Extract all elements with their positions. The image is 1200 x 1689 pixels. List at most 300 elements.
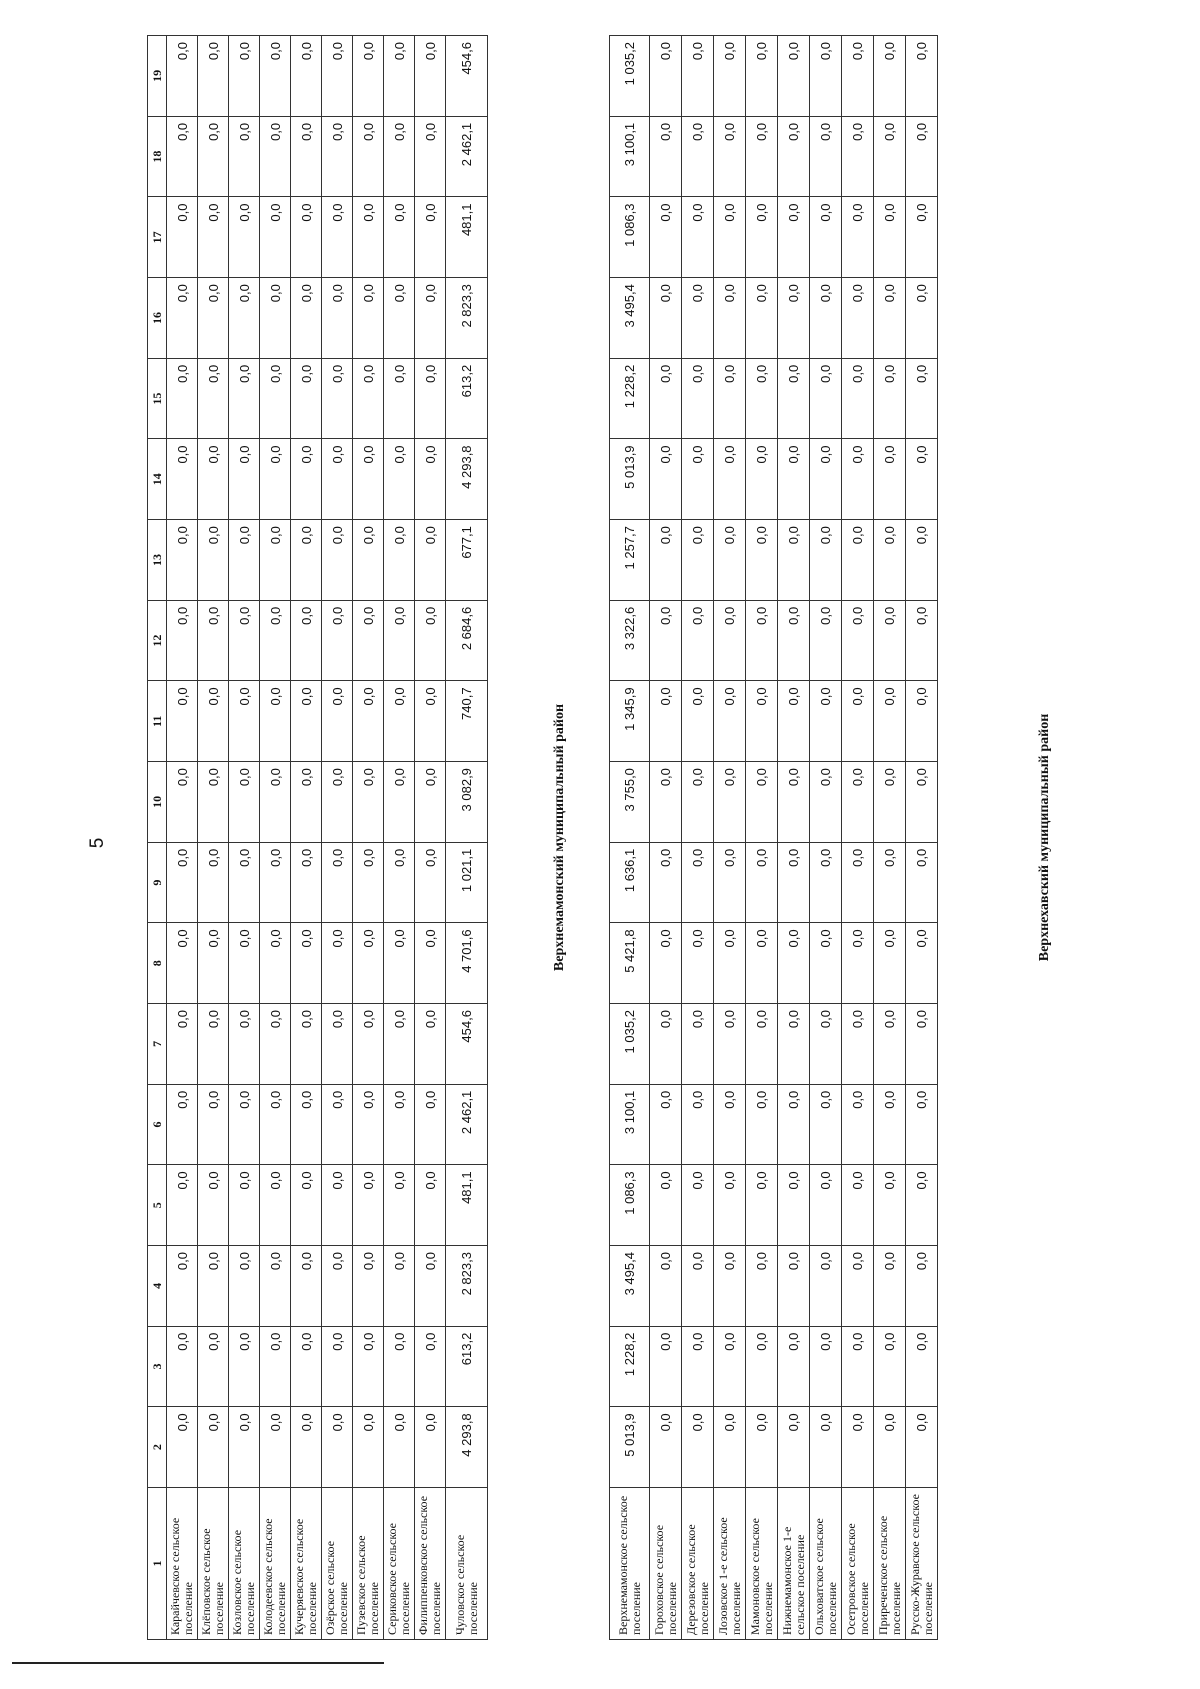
value-cell: 0,0 (322, 439, 353, 520)
value-cell: 0,0 (682, 1084, 714, 1165)
value-cell: 0,0 (384, 1004, 415, 1085)
column-header: 6 (148, 1084, 167, 1165)
value-cell: 0,0 (682, 923, 714, 1004)
value-cell: 0,0 (415, 278, 446, 359)
value-cell: 0,0 (384, 36, 415, 117)
value-cell: 0,0 (778, 36, 810, 117)
value-cell: 0,0 (842, 1084, 874, 1165)
value-cell: 0,0 (384, 681, 415, 762)
table-row (384, 36, 415, 1640)
value-cell: 0,0 (384, 842, 415, 923)
column-header: 15 (148, 358, 167, 439)
value-cell: 0,0 (415, 197, 446, 278)
value-cell: 0,0 (260, 520, 291, 601)
value-cell: 0,0 (906, 116, 938, 197)
value-cell: 0,0 (778, 762, 810, 843)
value-cell: 740,7 (446, 681, 488, 762)
value-cell: 0,0 (906, 600, 938, 681)
value-cell: 4 293,8 (446, 439, 488, 520)
value-cell: 0,0 (229, 762, 260, 843)
value-cell: 0,0 (291, 197, 322, 278)
value-cell: 1 086,3 (610, 197, 650, 278)
value-cell: 0,0 (810, 1165, 842, 1246)
value-cell: 0,0 (167, 600, 198, 681)
value-cell: 0,0 (650, 1084, 682, 1165)
column-header: 10 (148, 762, 167, 843)
value-cell: 0,0 (746, 762, 778, 843)
value-cell: 0,0 (353, 520, 384, 601)
value-cell: 0,0 (714, 923, 746, 1004)
value-cell: 0,0 (650, 197, 682, 278)
value-cell: 0,0 (906, 439, 938, 520)
value-cell: 0,0 (650, 1326, 682, 1407)
value-cell: 0,0 (810, 600, 842, 681)
value-cell: 0,0 (810, 116, 842, 197)
value-cell: 0,0 (384, 197, 415, 278)
value-cell: 0,0 (322, 1246, 353, 1327)
value-cell: 0,0 (198, 1084, 229, 1165)
value-cell: 0,0 (842, 842, 874, 923)
value-cell: 0,0 (415, 1326, 446, 1407)
value-cell: 0,0 (906, 1165, 938, 1246)
value-cell: 0,0 (198, 923, 229, 1004)
value-cell: 0,0 (384, 1407, 415, 1488)
value-cell: 0,0 (322, 1165, 353, 1246)
district-heading-verkhnekhavsky: Верхнехавский муниципальный район (1037, 713, 1052, 962)
value-cell: 0,0 (198, 762, 229, 843)
settlement-name: Филиппенковское сельское поселение (415, 1488, 446, 1640)
value-cell: 0,0 (874, 1004, 906, 1085)
table-row (446, 36, 488, 1640)
column-header: 12 (148, 600, 167, 681)
value-cell: 0,0 (650, 842, 682, 923)
value-cell: 0,0 (167, 278, 198, 359)
value-cell: 0,0 (353, 1326, 384, 1407)
value-cell: 0,0 (746, 1326, 778, 1407)
value-cell: 0,0 (415, 1084, 446, 1165)
value-cell: 0,0 (415, 1004, 446, 1085)
value-cell: 0,0 (682, 1407, 714, 1488)
value-cell: 0,0 (260, 1084, 291, 1165)
value-cell: 0,0 (650, 358, 682, 439)
value-cell: 0,0 (874, 116, 906, 197)
value-cell: 0,0 (415, 681, 446, 762)
value-cell: 0,0 (167, 681, 198, 762)
value-cell: 0,0 (906, 197, 938, 278)
table-header-row (148, 36, 167, 1640)
value-cell: 613,2 (446, 1326, 488, 1407)
table-row (714, 36, 746, 1640)
settlement-name: Пузевское сельское поселение (353, 1488, 384, 1640)
table-row (291, 36, 322, 1640)
value-cell: 0,0 (353, 116, 384, 197)
value-cell: 0,0 (260, 1326, 291, 1407)
value-cell: 0,0 (778, 842, 810, 923)
value-cell: 0,0 (291, 1246, 322, 1327)
value-cell: 0,0 (906, 1084, 938, 1165)
value-cell: 0,0 (229, 1326, 260, 1407)
table-row (353, 36, 384, 1640)
value-cell: 0,0 (714, 762, 746, 843)
settlement-name: Сериковское сельское поселение (384, 1488, 415, 1640)
value-cell: 0,0 (746, 1407, 778, 1488)
value-cell: 0,0 (842, 762, 874, 843)
value-cell: 0,0 (260, 1246, 291, 1327)
settlement-name: Клёповское сельское поселение (198, 1488, 229, 1640)
settlement-name: Ольховатское сельское поселение (810, 1488, 842, 1640)
value-cell: 0,0 (260, 358, 291, 439)
value-cell: 481,1 (446, 197, 488, 278)
settlement-name: Нижнемамонское 1-е сельское поселение (778, 1488, 810, 1640)
value-cell: 1 257,7 (610, 520, 650, 601)
value-cell: 0,0 (322, 358, 353, 439)
value-cell: 0,0 (291, 842, 322, 923)
column-header: 11 (148, 681, 167, 762)
value-cell: 0,0 (198, 520, 229, 601)
value-cell: 0,0 (167, 762, 198, 843)
value-cell: 0,0 (384, 116, 415, 197)
value-cell: 0,0 (842, 36, 874, 117)
value-cell: 0,0 (291, 1165, 322, 1246)
table-row (650, 36, 682, 1640)
value-cell: 1 345,9 (610, 681, 650, 762)
value-cell: 0,0 (778, 600, 810, 681)
value-cell: 0,0 (229, 600, 260, 681)
data-table-1 (147, 35, 488, 1640)
value-cell: 0,0 (650, 36, 682, 117)
value-cell: 0,0 (906, 520, 938, 601)
value-cell: 0,0 (229, 520, 260, 601)
settlement-name: Козловское сельское поселение (229, 1488, 260, 1640)
value-cell: 0,0 (810, 681, 842, 762)
value-cell: 0,0 (167, 1004, 198, 1085)
value-cell: 0,0 (322, 278, 353, 359)
table-row (229, 36, 260, 1640)
value-cell: 0,0 (198, 116, 229, 197)
value-cell: 0,0 (714, 1326, 746, 1407)
table-row (322, 36, 353, 1640)
value-cell: 0,0 (650, 1407, 682, 1488)
value-cell: 0,0 (906, 358, 938, 439)
value-cell: 0,0 (353, 278, 384, 359)
value-cell: 0,0 (746, 358, 778, 439)
value-cell: 0,0 (714, 36, 746, 117)
value-cell: 0,0 (291, 681, 322, 762)
value-cell: 0,0 (322, 762, 353, 843)
table-row (778, 36, 810, 1640)
column-header: 14 (148, 439, 167, 520)
value-cell: 0,0 (810, 36, 842, 117)
value-cell: 0,0 (353, 1084, 384, 1165)
value-cell: 0,0 (415, 600, 446, 681)
value-cell: 0,0 (810, 278, 842, 359)
value-cell: 0,0 (874, 681, 906, 762)
value-cell: 0,0 (198, 1326, 229, 1407)
value-cell: 0,0 (353, 923, 384, 1004)
value-cell: 0,0 (810, 1246, 842, 1327)
value-cell: 0,0 (682, 681, 714, 762)
settlement-name: Чуловское сельское поселение (446, 1488, 488, 1640)
value-cell: 1 035,2 (610, 36, 650, 117)
value-cell: 0,0 (778, 358, 810, 439)
value-cell: 0,0 (415, 116, 446, 197)
data-table-2 (609, 35, 938, 1640)
value-cell: 0,0 (260, 439, 291, 520)
column-header: 17 (148, 197, 167, 278)
value-cell: 1 021,1 (446, 842, 488, 923)
table-row (610, 36, 650, 1640)
value-cell: 0,0 (874, 842, 906, 923)
value-cell: 0,0 (778, 1407, 810, 1488)
value-cell: 0,0 (229, 1246, 260, 1327)
value-cell: 0,0 (842, 278, 874, 359)
settlement-name: Гороховское сельское поселение (650, 1488, 682, 1640)
value-cell: 0,0 (714, 1084, 746, 1165)
value-cell: 0,0 (322, 1407, 353, 1488)
settlement-name: Осетровское сельское поселение (842, 1488, 874, 1640)
settlement-name: Кучеряевское сельское поселение (291, 1488, 322, 1640)
value-cell: 0,0 (746, 116, 778, 197)
value-cell: 677,1 (446, 520, 488, 601)
column-header: 4 (148, 1246, 167, 1327)
value-cell: 0,0 (778, 520, 810, 601)
value-cell: 0,0 (746, 1246, 778, 1327)
value-cell: 0,0 (682, 600, 714, 681)
settlement-name: Приреченское сельское поселение (874, 1488, 906, 1640)
value-cell: 0,0 (229, 358, 260, 439)
table-block-1 (147, 35, 547, 1640)
value-cell: 0,0 (682, 1165, 714, 1246)
value-cell: 3 322,6 (610, 600, 650, 681)
value-cell: 0,0 (291, 923, 322, 1004)
value-cell: 0,0 (260, 278, 291, 359)
value-cell: 0,0 (322, 600, 353, 681)
value-cell: 0,0 (291, 36, 322, 117)
value-cell: 0,0 (842, 600, 874, 681)
value-cell: 0,0 (260, 1004, 291, 1085)
value-cell: 0,0 (291, 439, 322, 520)
settlement-name: Озёрское сельское поселение (322, 1488, 353, 1640)
value-cell: 0,0 (778, 681, 810, 762)
table-row (198, 36, 229, 1640)
column-header: 7 (148, 1004, 167, 1085)
value-cell: 0,0 (291, 762, 322, 843)
value-cell: 0,0 (714, 600, 746, 681)
table-row (874, 36, 906, 1640)
value-cell: 0,0 (260, 681, 291, 762)
scan-edge-line (12, 1662, 384, 1664)
value-cell: 0,0 (322, 842, 353, 923)
table-row (906, 36, 938, 1640)
value-cell: 0,0 (810, 197, 842, 278)
value-cell: 0,0 (810, 1004, 842, 1085)
value-cell: 0,0 (682, 278, 714, 359)
value-cell: 0,0 (167, 1326, 198, 1407)
value-cell: 0,0 (167, 116, 198, 197)
value-cell: 0,0 (198, 439, 229, 520)
value-cell: 0,0 (384, 278, 415, 359)
value-cell: 0,0 (682, 1326, 714, 1407)
column-header: 8 (148, 923, 167, 1004)
value-cell: 0,0 (906, 278, 938, 359)
value-cell: 0,0 (322, 197, 353, 278)
value-cell: 0,0 (778, 1165, 810, 1246)
value-cell: 0,0 (842, 439, 874, 520)
value-cell: 0,0 (714, 197, 746, 278)
settlement-name: Колодеевское сельское поселение (260, 1488, 291, 1640)
value-cell: 0,0 (906, 762, 938, 843)
value-cell: 0,0 (874, 520, 906, 601)
value-cell: 0,0 (353, 358, 384, 439)
value-cell: 0,0 (260, 1165, 291, 1246)
value-cell: 0,0 (229, 116, 260, 197)
value-cell: 0,0 (746, 278, 778, 359)
value-cell: 0,0 (810, 1084, 842, 1165)
value-cell: 0,0 (384, 1084, 415, 1165)
value-cell: 0,0 (810, 1326, 842, 1407)
settlement-name: Дерезовское сельское поселение (682, 1488, 714, 1640)
value-cell: 0,0 (229, 439, 260, 520)
value-cell: 0,0 (746, 520, 778, 601)
value-cell: 0,0 (746, 1084, 778, 1165)
column-header: 18 (148, 116, 167, 197)
value-cell: 4 293,8 (446, 1407, 488, 1488)
value-cell: 5 013,9 (610, 439, 650, 520)
value-cell: 0,0 (650, 1004, 682, 1085)
value-cell: 0,0 (650, 1246, 682, 1327)
value-cell: 0,0 (353, 1407, 384, 1488)
value-cell: 0,0 (260, 116, 291, 197)
value-cell: 0,0 (874, 36, 906, 117)
value-cell: 0,0 (842, 116, 874, 197)
page-number: 5 (87, 837, 108, 849)
value-cell: 3 100,1 (610, 1084, 650, 1165)
value-cell: 0,0 (714, 439, 746, 520)
value-cell: 0,0 (322, 681, 353, 762)
value-cell: 0,0 (322, 923, 353, 1004)
column-header: 19 (148, 36, 167, 117)
value-cell: 481,1 (446, 1165, 488, 1246)
value-cell: 4 701,6 (446, 923, 488, 1004)
value-cell: 0,0 (322, 1326, 353, 1407)
value-cell: 0,0 (842, 197, 874, 278)
value-cell: 0,0 (746, 439, 778, 520)
district-heading-verkhnemamonsky: Верхнемамонский муниципальный район (552, 703, 567, 972)
value-cell: 0,0 (714, 1004, 746, 1085)
value-cell: 0,0 (810, 358, 842, 439)
value-cell: 0,0 (650, 439, 682, 520)
value-cell: 0,0 (167, 1407, 198, 1488)
value-cell: 1 636,1 (610, 842, 650, 923)
value-cell: 0,0 (415, 439, 446, 520)
value-cell: 0,0 (384, 762, 415, 843)
value-cell: 0,0 (415, 762, 446, 843)
value-cell: 0,0 (810, 842, 842, 923)
table-row (260, 36, 291, 1640)
value-cell: 0,0 (291, 116, 322, 197)
column-header: 2 (148, 1407, 167, 1488)
value-cell: 0,0 (682, 439, 714, 520)
value-cell: 0,0 (229, 1165, 260, 1246)
value-cell: 0,0 (874, 358, 906, 439)
value-cell: 0,0 (353, 36, 384, 117)
value-cell: 2 462,1 (446, 116, 488, 197)
value-cell: 0,0 (229, 197, 260, 278)
column-header: 16 (148, 278, 167, 359)
value-cell: 0,0 (906, 681, 938, 762)
value-cell: 0,0 (322, 36, 353, 117)
value-cell: 0,0 (714, 116, 746, 197)
value-cell: 0,0 (650, 278, 682, 359)
value-cell: 0,0 (415, 36, 446, 117)
table-row (810, 36, 842, 1640)
value-cell: 0,0 (682, 36, 714, 117)
value-cell: 0,0 (167, 439, 198, 520)
value-cell: 0,0 (260, 762, 291, 843)
table-row (167, 36, 198, 1640)
value-cell: 0,0 (650, 116, 682, 197)
value-cell: 0,0 (198, 1004, 229, 1085)
value-cell: 0,0 (842, 1407, 874, 1488)
value-cell: 0,0 (650, 923, 682, 1004)
value-cell: 0,0 (746, 1165, 778, 1246)
value-cell: 0,0 (810, 520, 842, 601)
value-cell: 0,0 (198, 197, 229, 278)
value-cell: 0,0 (260, 197, 291, 278)
value-cell: 0,0 (714, 1407, 746, 1488)
table-block-2 (609, 35, 1099, 1640)
value-cell: 0,0 (810, 439, 842, 520)
value-cell: 0,0 (229, 278, 260, 359)
value-cell: 0,0 (260, 923, 291, 1004)
value-cell: 0,0 (353, 1004, 384, 1085)
value-cell: 0,0 (650, 600, 682, 681)
value-cell: 0,0 (229, 1084, 260, 1165)
value-cell: 0,0 (384, 1246, 415, 1327)
value-cell: 3 495,4 (610, 278, 650, 359)
value-cell: 0,0 (384, 520, 415, 601)
value-cell: 0,0 (198, 1246, 229, 1327)
value-cell: 0,0 (353, 1165, 384, 1246)
value-cell: 0,0 (353, 842, 384, 923)
value-cell: 0,0 (291, 278, 322, 359)
value-cell: 0,0 (167, 520, 198, 601)
value-cell: 0,0 (874, 1407, 906, 1488)
value-cell: 0,0 (778, 923, 810, 1004)
value-cell: 3 082,9 (446, 762, 488, 843)
value-cell: 0,0 (167, 1246, 198, 1327)
value-cell: 0,0 (842, 1246, 874, 1327)
value-cell: 0,0 (746, 197, 778, 278)
value-cell: 0,0 (198, 600, 229, 681)
value-cell: 0,0 (810, 762, 842, 843)
value-cell: 2 684,6 (446, 600, 488, 681)
table-row (746, 36, 778, 1640)
value-cell: 0,0 (167, 1165, 198, 1246)
column-header: 1 (148, 1488, 167, 1640)
value-cell: 0,0 (778, 1004, 810, 1085)
settlement-name: Верхнемамонское сельское поселение (610, 1488, 650, 1640)
value-cell: 2 462,1 (446, 1084, 488, 1165)
value-cell: 0,0 (167, 197, 198, 278)
value-cell: 0,0 (778, 1084, 810, 1165)
value-cell: 0,0 (746, 681, 778, 762)
value-cell: 0,0 (810, 1407, 842, 1488)
value-cell: 2 823,3 (446, 1246, 488, 1327)
value-cell: 0,0 (353, 197, 384, 278)
value-cell: 0,0 (842, 923, 874, 1004)
value-cell: 0,0 (291, 358, 322, 439)
